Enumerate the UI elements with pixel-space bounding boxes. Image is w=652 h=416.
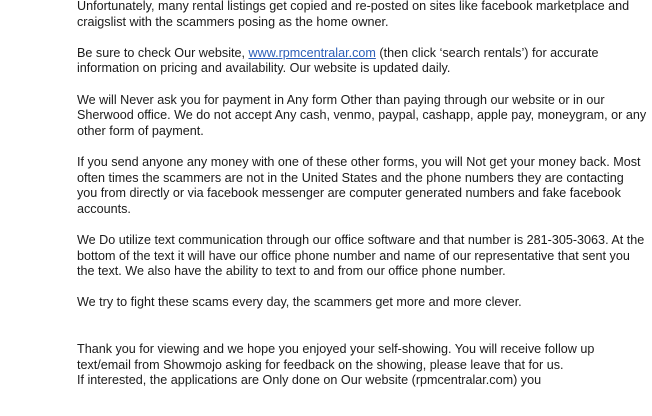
paragraph-applications: If interested, the applications are Only done on Our website (rpmcentralar.com) you — [77, 373, 542, 388]
paragraph-fight-scams: We try to fight these scams every day, the scammers get more and more clever. — [77, 295, 522, 310]
website-text-before: Be sure to check Our website, — [77, 45, 249, 60]
paragraph-money-warning: If you send anyone any money with one of these other forms, you will Not get your money back. Most often times the scammers are not in the United States and the phone numbers they are contacting you from directly or via facebook messenger are computer generated numbers and fake facebook accounts. — [77, 154, 641, 216]
paragraph-payment-policy: We will Never ask you for payment in Any form Other than paying through our website or in our Sherwood office. We do not accept Any cash, venmo, paypal, cashapp, apple pay, moneygram, or any other form of payment. — [77, 92, 647, 138]
paragraph-scam-intro: Unfortunately, many rental listings get copied and re-posted on sites like facebook marketplace and craigslist with the scammers posing as the home owner. — [77, 0, 630, 29]
website-link[interactable]: www.rpmcentralar.com — [248, 45, 376, 60]
document-body — [77, 0, 647, 389]
paragraph-check-website — [77, 46, 647, 77]
website-text-after: (then click ‘search rentals’) for accurate information on pricing and availability. Our website is updated daily. — [77, 45, 599, 76]
paragraph-text-communication: We Do utilize text communication through our office software and that number is 281-305-3063. At the bottom of the text it will have our office phone number and name of our representative that sent you the text. We also have the ability to text to and from our office phone number. — [77, 232, 645, 279]
paragraph-thank-you: Thank you for viewing and we hope you enjoyed your self-showing. You will receive follow up text/email from Showmojo asking for feedback on the showing, please leave that for us. — [77, 342, 595, 372]
